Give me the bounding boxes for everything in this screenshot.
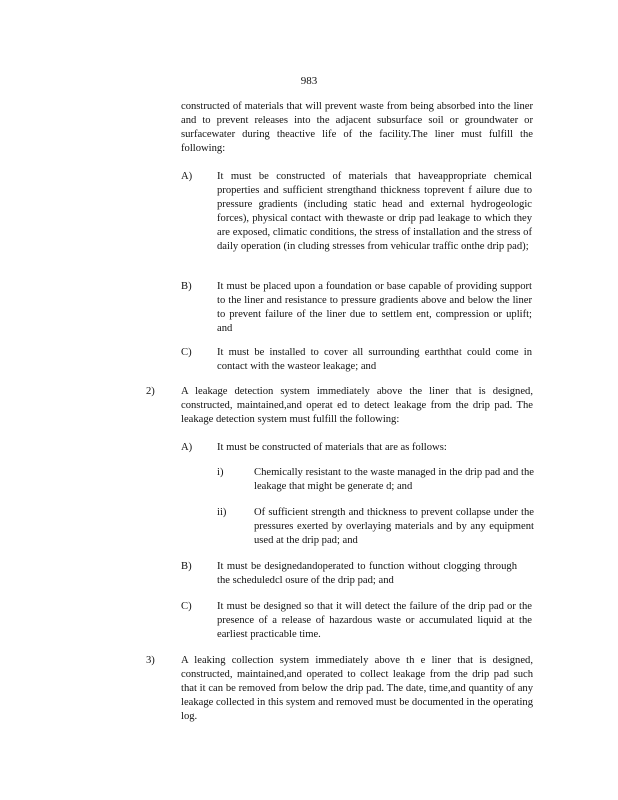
item-2b-label: B) xyxy=(181,561,192,572)
liner-b-text: It must be placed upon a foundation or base capable of providing support to the liner and resistance to pressure gradients above and below the liner to prevent failure of the liner due to settlem ent, compression or uplift; and xyxy=(217,281,532,334)
item-3-label: 3) xyxy=(146,655,155,666)
item-2-label: 2) xyxy=(146,386,155,397)
item-2a-ii-label: ii) xyxy=(217,507,227,518)
intro-paragraph: constructed of materials that will prevent waste from being absorbed into the liner and to prevent releases into the adjacent subsurface soil or groundwater or surfacewater during theactive life of the facility.The liner must fulfill the following: xyxy=(181,101,533,154)
item-2a-label: A) xyxy=(181,442,193,453)
liner-b-label: B) xyxy=(181,281,192,292)
item-2a-text: It must be constructed of materials that are as follows: xyxy=(217,442,447,453)
liner-c-label: C) xyxy=(181,347,192,358)
item-2b-text: It must be designedandoperated to function without clogging through the scheduledcl osure of the drip pad; and xyxy=(217,561,517,586)
item-2c-text: It must be designed so that it will detect the failure of the drip pad or the presence of a release of hazardous waste or accumulated liquid at the earliest practicable time. xyxy=(217,601,532,640)
item-2c-label: C) xyxy=(181,601,192,612)
liner-a-label: A) xyxy=(181,171,193,182)
item-2-text: A leakage detection system immediately above the liner that is designed, constructed, maintained,and operat ed to detect leakage from the drip pad. The leakage detection system must fulfill the following: xyxy=(181,386,533,425)
item-2a-ii-text: Of sufficient strength and thickness to prevent collapse under the pressures exerted by overlaying materials and by any equipment used at the drip pad; and xyxy=(254,507,534,546)
page-number: 983 xyxy=(300,75,318,87)
item-3-text: A leaking collection system immediately above th e liner that is designed, constructed, maintained,and operated to collect leakage from the drip pad such that it can be removed from below the drip pad. The date, time,and quantity of any leakage collected in this system and removed must be documented in the operating log. xyxy=(181,655,533,722)
liner-c-text: It must be installed to cover all surrounding earththat could come in contact with the wasteor leakage; and xyxy=(217,347,532,372)
item-2a-i-label: i) xyxy=(217,467,224,478)
item-2a-i-text: Chemically resistant to the waste managed in the drip pad and the leakage that might be generate d; and xyxy=(254,467,534,492)
liner-a-text: It must be constructed of materials that haveappropriate chemical properties and sufficient strengthand thickness toprevent f ailure due to pressure gradients (including static head and external hydrogeologic forces), physical contact with thewaste or drip pad leakage to which they are exposed, climatic conditions, the stress of installation and the stress of daily operation (in cluding stresses from vehicular traffic onthe drip pad); xyxy=(217,171,532,252)
